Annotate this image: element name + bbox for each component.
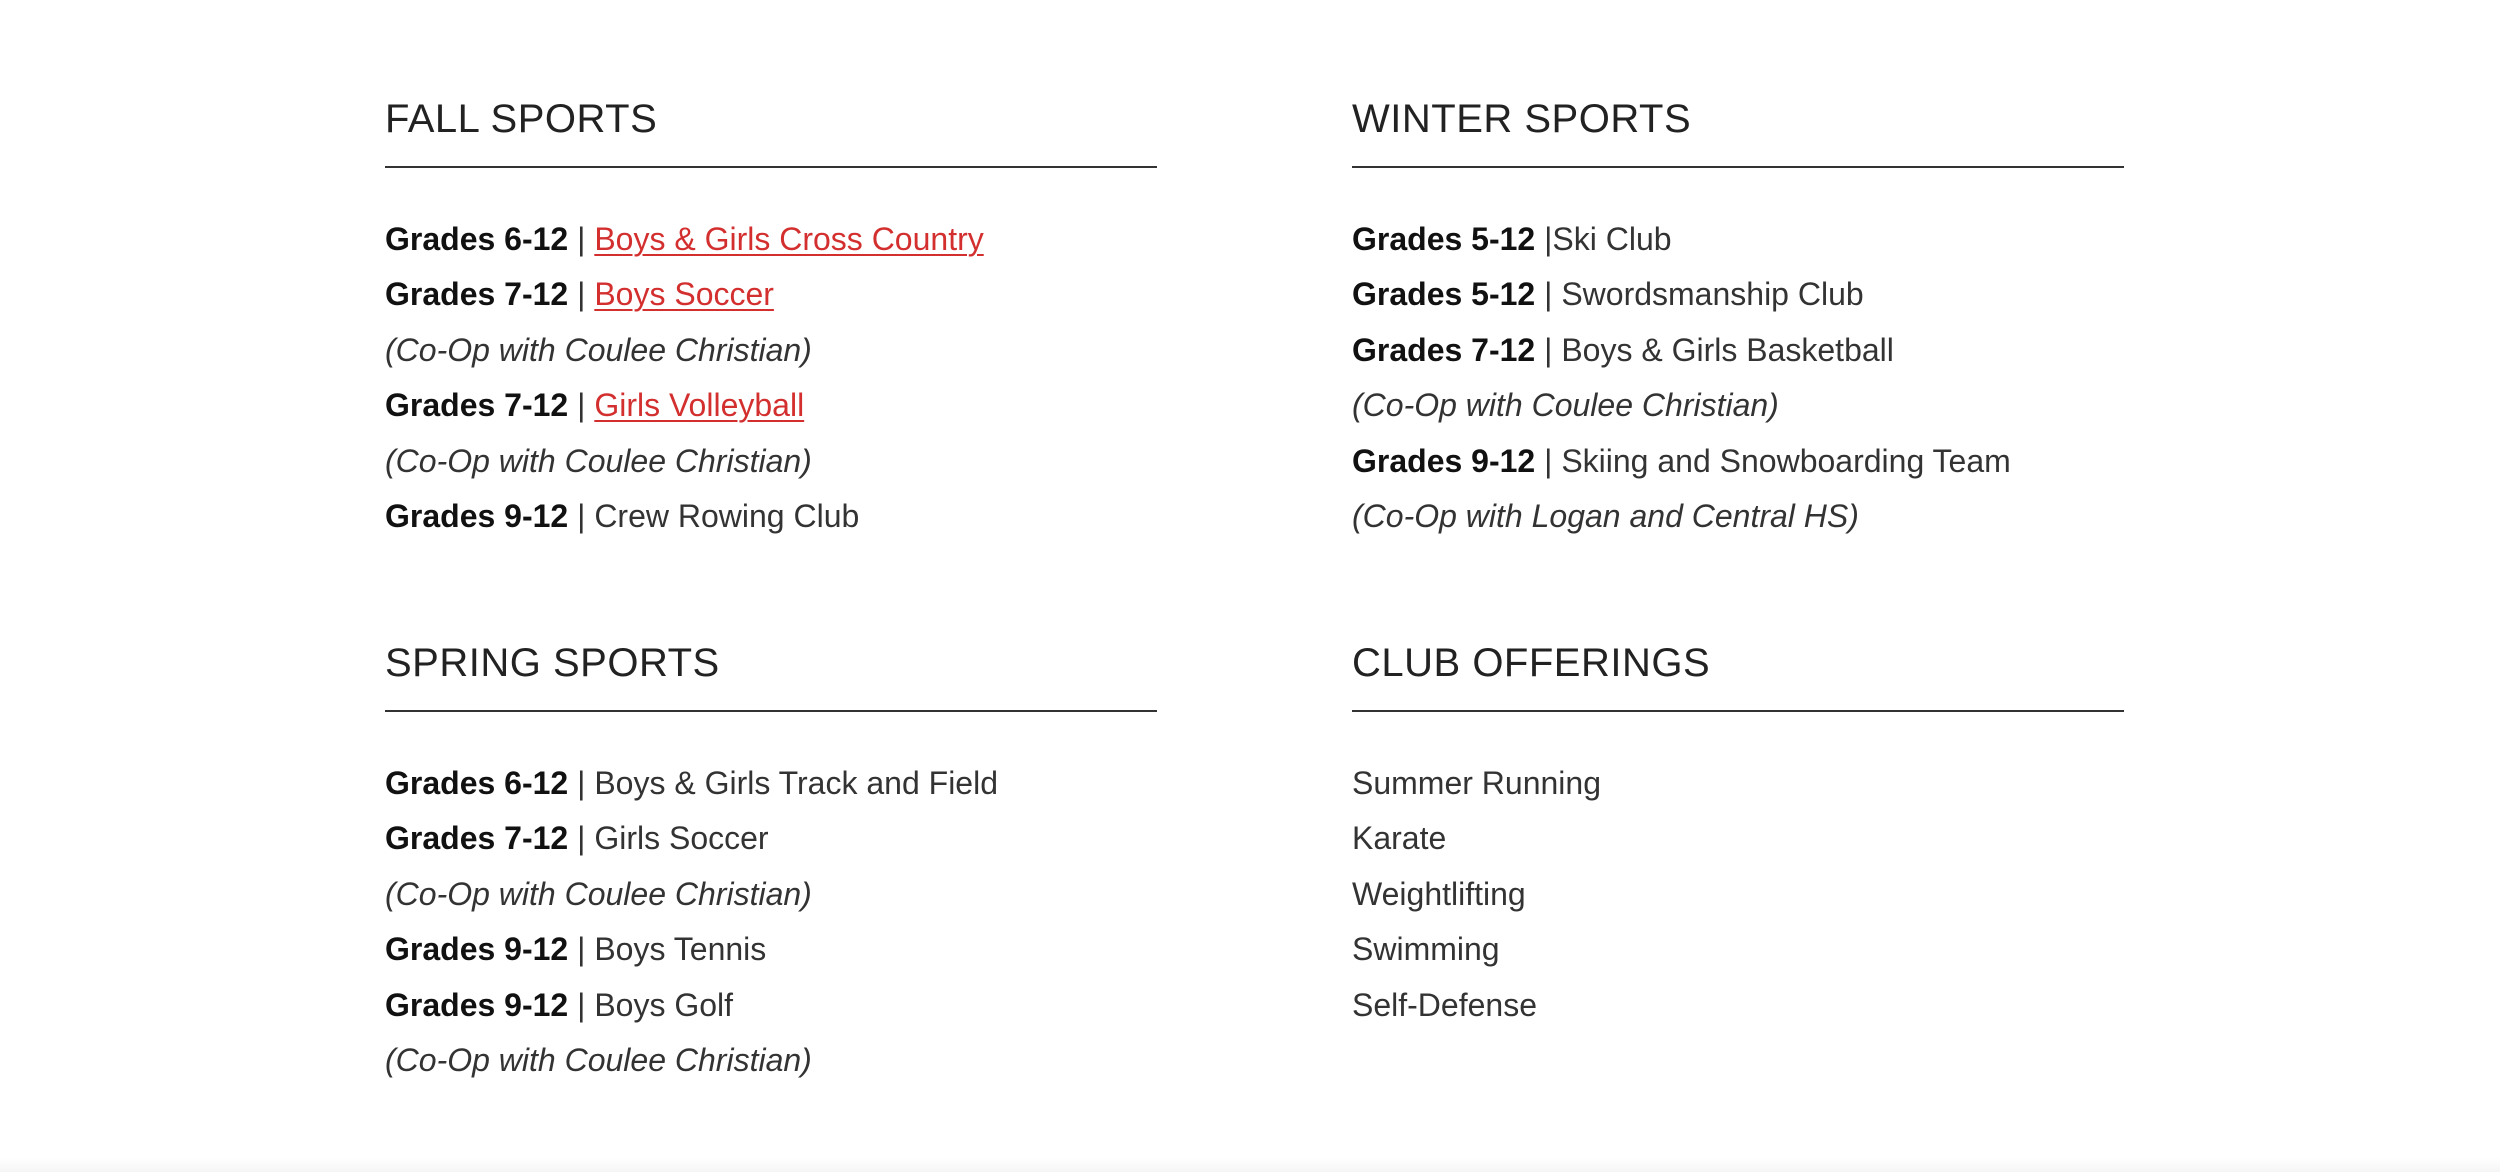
grade-label: Grades 7-12 [385,276,569,313]
separator: | [568,820,595,857]
sport-name: Boys Tennis [594,931,767,968]
spring-sports-divider [385,710,1157,712]
club-item: Swimming [1352,931,1500,968]
fall-sport-cross-country [385,212,1157,267]
co-op-note [385,1033,1157,1088]
separator: | [568,986,595,1023]
sport-name: Boys & Girls Basketball [1561,331,1894,368]
grade-label: Grades 5-12 [1352,276,1536,313]
co-op-note-text: (Co-Op with Coulee Christian) [385,875,812,912]
separator: | [568,221,595,257]
fall-sport-girls-volleyball [385,378,1157,433]
page-bottom-band [0,1158,2500,1172]
cross-country-link[interactable]: Boys & Girls Cross Country [594,221,984,257]
spring-sports-section [385,634,1157,1088]
winter-sport-swordsmanship [1352,267,2124,322]
winter-sport-basketball [1352,323,2124,378]
club-item: Summer Running [1352,765,1601,801]
fall-sports-list [385,212,1157,544]
grade-label: Grades 7-12 [1352,331,1536,368]
co-op-note [1352,489,2124,544]
sport-name: Boys & Girls Track and Field [594,765,998,801]
co-op-note-text: (Co-Op with Logan and Central HS) [1352,497,1859,534]
co-op-note [385,323,1157,378]
co-op-note-text: (Co-Op with Coulee Christian) [385,1041,812,1078]
separator: | [1535,276,1562,313]
separator: | [568,276,595,313]
fall-sports-section [385,90,1157,544]
sport-name: Girls Soccer [594,820,769,857]
sport-name: Crew Rowing Club [594,497,860,534]
grade-label: Grades 9-12 [1352,442,1536,479]
separator: | [1535,331,1562,368]
grade-label: Grades 6-12 [385,765,569,801]
sport-name: Skiing and Snowboarding Team [1561,442,2011,479]
co-op-note-text: (Co-Op with Coulee Christian) [385,331,812,368]
separator: | [568,387,595,424]
spring-sport-girls-soccer [385,811,1157,866]
grade-label: Grades 9-12 [385,497,569,534]
winter-sports-title: WINTER SPORTS [1352,97,1692,141]
spring-sport-boys-golf [385,978,1157,1033]
boys-soccer-link[interactable]: Boys Soccer [594,276,774,313]
club-item: Self-Defense [1352,986,1537,1023]
sport-name: Ski Club [1552,221,1672,257]
spring-sports-list [385,756,1157,1088]
grade-label: Grades 9-12 [385,986,569,1023]
fall-sports-divider [385,166,1157,168]
winter-sports-divider [1352,166,2124,168]
club-offerings-title: CLUB OFFERINGS [1352,641,1711,685]
grade-label: Grades 7-12 [385,820,569,857]
club-offerings-divider [1352,710,2124,712]
fall-sport-crew-rowing [385,489,1157,544]
co-op-note-text: (Co-Op with Coulee Christian) [385,442,812,479]
club-item: Weightlifting [1352,875,1526,912]
grade-label: Grades 9-12 [385,931,569,968]
separator: | [568,765,595,801]
grade-label: Grades 5-12 [1352,221,1536,257]
co-op-note-text: (Co-Op with Coulee Christian) [1352,387,1779,424]
sport-name: Swordsmanship Club [1561,276,1864,313]
sport-name: Boys Golf [594,986,734,1023]
grade-label: Grades 6-12 [385,221,569,257]
winter-sports-list [1352,212,2124,544]
grade-label: Grades 7-12 [385,387,569,424]
separator: | [1535,442,1562,479]
winter-sport-ski-club [1352,212,2124,267]
club-offerings-list [1352,756,2124,1033]
separator: | [568,497,595,534]
separator: | [568,931,595,968]
club-offerings-section [1352,634,2124,1033]
fall-sports-title: FALL SPORTS [385,97,658,141]
spring-sports-title: SPRING SPORTS [385,641,720,685]
separator: | [1535,221,1553,257]
winter-sports-section [1352,90,2124,544]
co-op-note [385,867,1157,922]
fall-sport-boys-soccer [385,267,1157,322]
spring-sport-boys-tennis [385,922,1157,977]
co-op-note [1352,378,2124,433]
girls-volleyball-link[interactable]: Girls Volleyball [594,387,805,424]
spring-sport-track-field [385,756,1157,811]
co-op-note [385,434,1157,489]
club-item: Karate [1352,820,1447,857]
winter-sport-skiing-snowboarding [1352,434,2124,489]
